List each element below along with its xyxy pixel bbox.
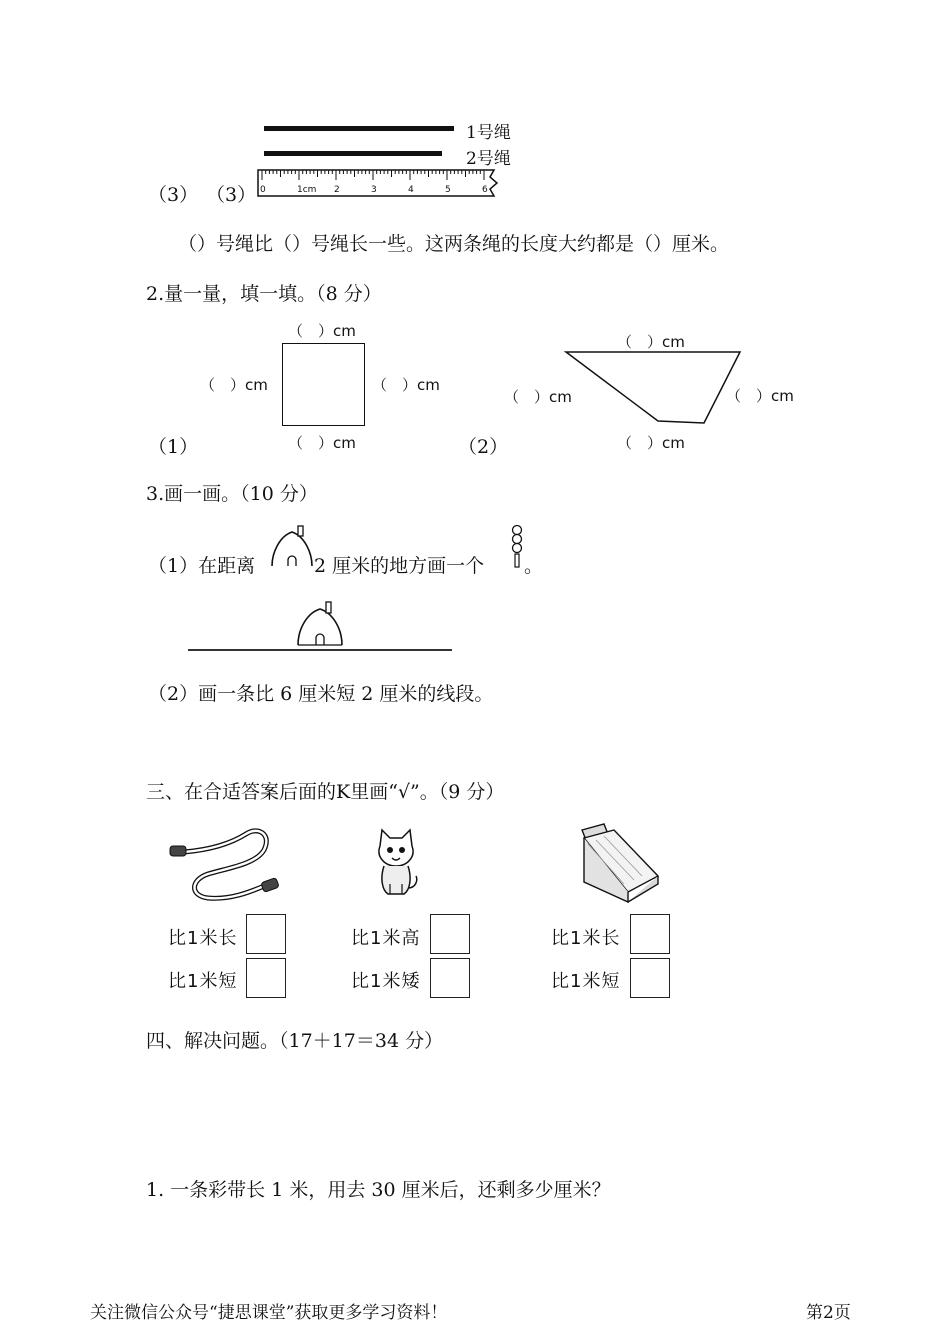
item3-option2-checkbox[interactable] xyxy=(630,958,670,998)
jump-rope-image xyxy=(168,824,282,904)
q3-title: 3.画一画。（10 分） xyxy=(146,483,318,505)
figure-2-label: （2） xyxy=(458,436,509,458)
item3-option1-label: 比1米长 xyxy=(551,928,621,949)
item1-option1-label: 比1米长 xyxy=(168,928,238,949)
q3-part1-end: 。 xyxy=(524,555,544,577)
drawing-baseline xyxy=(188,649,452,651)
rope-2-label: 2号绳 xyxy=(466,149,511,169)
ruler-tick-label: 1cm xyxy=(297,185,317,195)
rope-1-label: 1号绳 xyxy=(466,123,511,143)
item1-option1-checkbox[interactable] xyxy=(246,914,286,954)
house-on-line-icon xyxy=(294,597,346,649)
ruler-tick-label: 6 xyxy=(482,185,488,195)
item1-option2-label: 比1米短 xyxy=(168,971,238,992)
ruler-tick-label: 2 xyxy=(334,185,340,195)
house-icon xyxy=(268,522,316,570)
trapezoid-bottom-blank: （ ）cm xyxy=(617,434,685,452)
q1-part3-prefix-a: （3） xyxy=(148,184,199,206)
q3-part1-before: （1）在距离 xyxy=(148,555,256,577)
item2-option1-label: 比1米高 xyxy=(351,928,421,949)
ruler-tick-label: 0 xyxy=(260,185,266,195)
ruler-tick-label: 5 xyxy=(445,185,451,195)
page-number: 第2页 xyxy=(806,1303,851,1323)
trapezoid-shape xyxy=(560,346,746,428)
q3-part2: （2）画一条比 6 厘米短 2 厘米的线段。 xyxy=(148,683,494,705)
q2-title: 2.量一量，填一填。（8 分） xyxy=(146,283,382,305)
problem-1: 1. 一条彩带长 1 米，用去 30 厘米后，还剩多少厘米？ xyxy=(146,1179,611,1201)
section3-title: 三、在合适答案后面的K里画“√”。（9 分） xyxy=(146,781,505,803)
ruler-tick-label: 4 xyxy=(408,185,414,195)
bed-image xyxy=(574,820,668,904)
section4-title: 四、解决问题。（17＋17＝34 分） xyxy=(146,1030,444,1052)
q1-part3-sentence: （）号绳比（）号绳长一些。这两条绳的长度大约都是（）厘米。 xyxy=(178,233,730,255)
square-left-blank: （ ）cm xyxy=(200,376,268,394)
ruler-tick-label: 3 xyxy=(371,185,377,195)
square-shape xyxy=(282,343,365,426)
q3-part1-middle: 2 厘米的地方画一个 xyxy=(314,555,485,577)
square-right-blank: （ ）cm xyxy=(372,376,440,394)
trapezoid-right-blank: （ ）cm xyxy=(726,387,794,405)
item2-option2-label: 比1米矮 xyxy=(351,971,421,992)
q1-part3-prefix-b: （3） xyxy=(206,184,257,206)
item3-option2-label: 比1米短 xyxy=(551,971,621,992)
cat-image xyxy=(372,826,420,898)
rope-2 xyxy=(264,151,442,156)
trapezoid-top-blank: （ ）cm xyxy=(617,333,685,351)
rope-1 xyxy=(264,126,454,131)
footer-notice: 关注微信公众号“捷思课堂”获取更多学习资料！ xyxy=(90,1303,448,1323)
item1-option2-checkbox[interactable] xyxy=(246,958,286,998)
item2-option2-checkbox[interactable] xyxy=(430,958,470,998)
trapezoid-left-blank: （ ）cm xyxy=(504,388,572,406)
square-top-blank: （ ）cm xyxy=(288,322,356,340)
item3-option1-checkbox[interactable] xyxy=(630,914,670,954)
square-bottom-blank: （ ）cm xyxy=(288,434,356,452)
ruler xyxy=(254,166,506,200)
figure-1-label: （1） xyxy=(148,436,199,458)
item2-option1-checkbox[interactable] xyxy=(430,914,470,954)
